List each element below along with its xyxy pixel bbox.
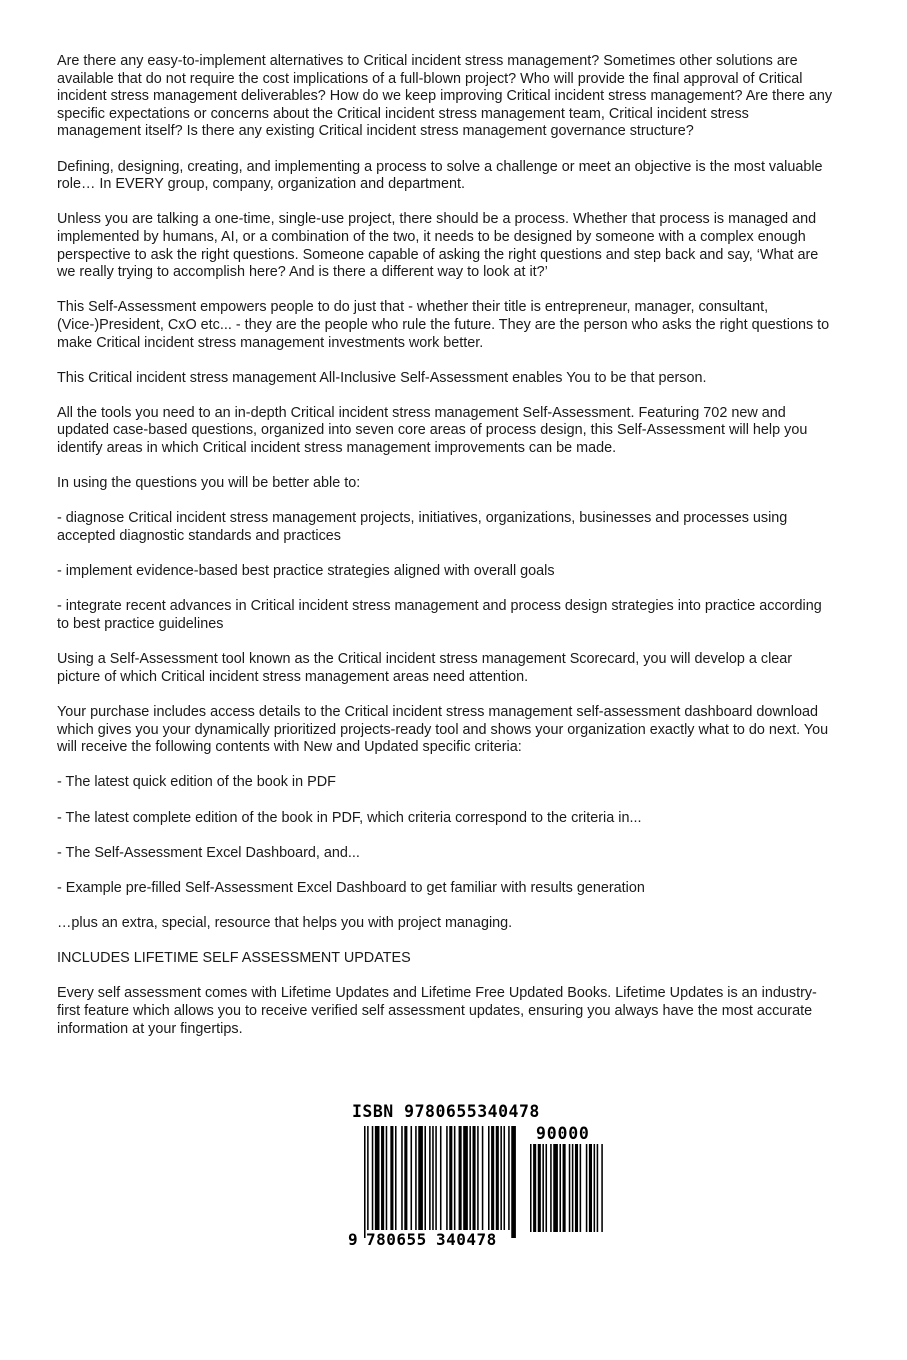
barcode-bar: [546, 1144, 548, 1232]
barcode-bar: [390, 1126, 393, 1230]
barcode-bar: [469, 1126, 471, 1230]
paragraph-alternatives: Are there any easy-to-implement alternatives to Critical incident stress management? Sometimes other solutions are available that do not require the cost implications of a full-blown project? Who will provide the final approval of Critical incident stress management deliverables? How do we keep improving Critical incident stress management? Are there any specific expectations or concerns about the Critical incident stress management team, Critical incident stress management itself? Is there any existing Critical incident stress management governance structure?: [57, 53, 833, 140]
paragraph-purchase: Your purchase includes access details to the Critical incident stress management self-assessment dashboard download which gives you your dynamically prioritized projects-ready tool and shows your organization exactly what to do next. You will receive the following contents with New and Updated specific criteria:: [57, 703, 829, 756]
barcode-bar: [597, 1144, 599, 1232]
barcode-bar: [367, 1126, 369, 1238]
barcode-bar: [511, 1126, 516, 1238]
barcode-bar: [550, 1144, 552, 1232]
barcode-bar: [446, 1126, 448, 1238]
isbn-addon-label: 90000: [536, 1124, 590, 1143]
list-item-complete-edition: - The latest complete edition of the book in PDF, which criteria correspond to the criteria in...: [57, 809, 642, 826]
barcode-bar: [563, 1144, 566, 1232]
paragraph-enables: This Critical incident stress management All-Inclusive Self-Assessment enables You to be that person.: [57, 369, 707, 386]
barcode-bar: [440, 1126, 442, 1238]
barcode-bar: [395, 1126, 397, 1230]
paragraph-process-role: Defining, designing, creating, and implementing a process to solve a challenge or meet an objective is the most valuable role… In EVERY group, company, organization and department.: [57, 158, 823, 193]
description-text: [57, 53, 833, 1056]
barcode-bar: [429, 1126, 431, 1230]
isbn-barcode: [346, 1102, 608, 1254]
barcode-bar: [589, 1144, 592, 1232]
barcode-bar: [553, 1144, 558, 1232]
paragraph-using-questions: In using the questions you will be better able to:: [57, 475, 361, 492]
barcode-bar: [375, 1126, 380, 1230]
barcode-bar: [572, 1144, 574, 1232]
barcode-bar: [401, 1126, 403, 1230]
barcode-bar: [404, 1126, 407, 1230]
paragraph-scorecard: Using a Self-Assessment tool known as the Critical incident stress management Scorecard, you will develop a clear picture of which Critical incident stress management areas need attention.: [57, 651, 793, 685]
list-item-integrate: - integrate recent advances in Critical incident stress management and process design strategies into practice according to best practice guidelines: [57, 598, 822, 632]
barcode-bar: [435, 1126, 437, 1230]
barcode-bar: [381, 1126, 384, 1230]
paragraph-process-design: Unless you are talking a one-time, single-use project, there should be a process. Whether that process is managed and implemented by humans, AI, or a combination of the two, it needs to be designed by someone with a complex enough perspective to ask the right questions. Someone capable of asking the right questions and step back and say, ‘What are we really trying to accomplish here? And is there a different way to look at it?’: [57, 211, 819, 281]
barcode-bar: [569, 1144, 571, 1232]
barcode-bar: [538, 1144, 541, 1232]
barcode-bar: [530, 1144, 532, 1232]
barcode-bar: [488, 1126, 490, 1230]
paragraph-tools: All the tools you need to an in-depth Critical incident stress management Self-Assessment. Featuring 702 new and updated case-based questions, organized into seven core areas of process design, this Self-Assessment will help you identify areas in which Critical incident stress management improvements can be made.: [57, 404, 808, 457]
list-item-example-dashboard: - Example pre-filled Self-Assessment Excel Dashboard to get familiar with results generation: [57, 879, 645, 896]
paragraph-lifetime-updates: Every self assessment comes with Lifetime Updates and Lifetime Free Updated Books. Lifetime Updates is an industry-first feature which allows you to receive verified self assessment updates, ensuring you always have the most accurate information at your fingertips.: [57, 985, 817, 1037]
barcode-bar: [415, 1126, 417, 1230]
barcode-bar: [601, 1144, 603, 1232]
barcode-bar: [575, 1144, 578, 1232]
list-item-excel-dashboard: - The Self-Assessment Excel Dashboard, and...: [57, 844, 360, 861]
list-item-implement: - implement evidence-based best practice strategies aligned with overall goals: [57, 563, 555, 580]
barcode-digit-first: 9: [348, 1230, 359, 1249]
barcode-bar: [418, 1126, 423, 1230]
barcode-bar: [542, 1144, 544, 1232]
barcode-bar: [372, 1126, 374, 1230]
paragraph-empowers: This Self-Assessment empowers people to do just that - whether their title is entrepreneur, manager, consultant, (Vice-)President, CxO etc... - they are the people who rule the future. They are the person who asks the right questions to make Critical incident stress management investments work better.: [57, 299, 830, 351]
barcode-bar: [500, 1126, 502, 1230]
barcode-bar: [586, 1144, 588, 1232]
barcode-digits-right: 340478: [436, 1230, 497, 1249]
barcode-bar: [559, 1144, 561, 1232]
barcode-bar: [411, 1126, 413, 1230]
barcode-bar: [504, 1126, 506, 1230]
barcode-bar: [459, 1126, 462, 1230]
barcode-bar: [473, 1126, 476, 1230]
barcode-bar: [386, 1126, 388, 1230]
barcode-bar: [477, 1126, 479, 1230]
barcode-bar: [496, 1126, 499, 1230]
barcode-bar: [364, 1126, 366, 1238]
barcode-bar: [594, 1144, 596, 1232]
isbn-label: ISBN 9780655340478: [352, 1102, 540, 1121]
barcode-bar: [424, 1126, 426, 1230]
barcode-bar: [508, 1126, 510, 1230]
paragraph-lifetime-heading: INCLUDES LIFETIME SELF ASSESSMENT UPDATES: [57, 950, 411, 967]
list-item-diagnose: - diagnose Critical incident stress management projects, initiatives, organizations, businesses and processes using accepted diagnostic standards and practices: [57, 510, 788, 545]
barcode-bar: [432, 1126, 434, 1230]
barcode-bar: [454, 1126, 456, 1230]
barcode-bar: [491, 1126, 494, 1230]
barcode-bar: [482, 1126, 484, 1230]
barcode-bar: [463, 1126, 468, 1230]
paragraph-extra-resource: …plus an extra, special, resource that helps you with project managing.: [57, 915, 513, 932]
barcode-bar: [449, 1126, 452, 1230]
barcode-bar: [533, 1144, 536, 1232]
list-item-quick-edition: - The latest quick edition of the book in PDF: [57, 774, 336, 791]
barcode-bar: [580, 1144, 582, 1232]
barcode-digits-left: 780655: [366, 1230, 427, 1249]
